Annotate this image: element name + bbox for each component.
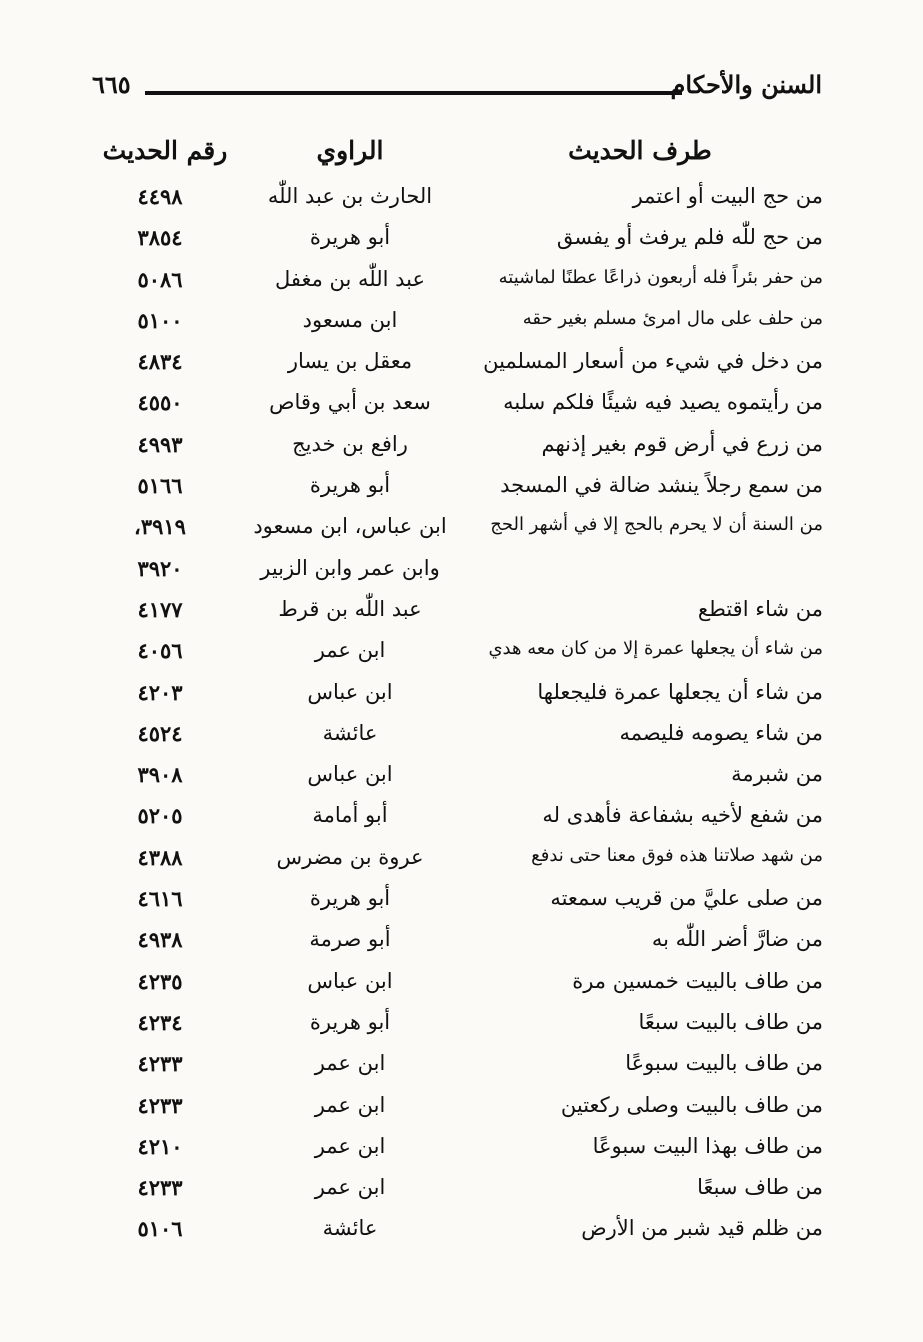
table-row (0, 758, 923, 799)
column-header-narrator: الراوي (316, 136, 384, 165)
narrator-name: ابن مسعود (302, 307, 398, 332)
hadith-number: ٤٠٥٦ (137, 638, 183, 664)
table-row (0, 965, 923, 1006)
narrator-name: أبو صرمة (309, 927, 391, 952)
table-row (0, 1130, 923, 1171)
hadith-text: من شاء أن يجعلها عمرة فليجعلها (537, 679, 823, 704)
table-row (0, 180, 923, 221)
running-header (92, 70, 830, 110)
hadith-number: ٥١٠٠ (137, 307, 183, 333)
book-title: السنن والأحكام (670, 70, 822, 99)
page-number: ٦٦٥ (92, 70, 131, 99)
narrator-name: ابن عمر (314, 638, 386, 663)
hadith-text: من حفر بئراً فله أربعون ذراعًا عطنًا لماشيته (498, 266, 823, 288)
narrator-name: ابن عباس (307, 762, 393, 787)
hadith-text: من دخل في شيء من أسعار المسلمين (483, 349, 823, 374)
narrator-name: عبد اللّٰه بن مغفل (274, 266, 426, 291)
hadith-text: من سمع رجلاً ينشد ضالة في المسجد (500, 473, 823, 498)
table-row (0, 1212, 923, 1253)
narrator-name: أبو هريرة (309, 473, 391, 498)
narrator-name: معقل بن يسار (287, 349, 413, 374)
hadith-number: ٣٩٠٨ (137, 762, 183, 788)
hadith-number: ٤٢٣٥ (137, 968, 183, 994)
hadith-text: من طاف بالبيت خمسين مرة (572, 968, 823, 993)
hadith-text: من طاف سبعًا (697, 1175, 823, 1200)
narrator-name: ابن عباس (307, 679, 393, 704)
narrator-name: ابن عمر (314, 1051, 386, 1076)
narrator-name: أبو هريرة (309, 225, 391, 250)
table-row (0, 1047, 923, 1088)
hadith-text: من طاف بالبيت سبوعًا (625, 1051, 823, 1076)
hadith-number: ٤٢٠٣ (137, 679, 183, 705)
table-row (0, 841, 923, 882)
narrator-name: سعد بن أبي وقاص (269, 390, 431, 415)
narrator-name: ابن عمر (314, 1133, 386, 1158)
narrator-name: ابن عمر (314, 1092, 386, 1117)
table-row (0, 1006, 923, 1047)
hadith-text: من شاء اقتطع (697, 596, 823, 621)
column-headers (0, 136, 923, 176)
hadith-number: ٤٣٨٨ (137, 844, 183, 870)
table-row (0, 345, 923, 386)
hadith-text: من طاف بهذا البيت سبوعًا (592, 1133, 823, 1158)
hadith-text: من حج البيت أو اعتمر (632, 184, 823, 208)
table-row (0, 428, 923, 469)
hadith-text: من زرع في أرض قوم بغير إذنهم (541, 431, 823, 456)
narrator-name: ابن عمر (314, 1175, 386, 1200)
narrator-name: عروة بن مضرس (276, 844, 424, 869)
table-row (0, 263, 923, 304)
hadith-number: ٤٨٣٤ (137, 349, 183, 375)
hadith-text: من حج للّٰه فلم يرفث أو يفسق (556, 225, 823, 250)
hadith-number: ٤٩٩٣ (137, 431, 183, 457)
narrator-name: وابن عمر وابن الزبير (260, 555, 440, 580)
hadith-number: ٣٩١٩، (134, 514, 186, 540)
table-row (0, 469, 923, 510)
hadith-number: ٣٩٢٠ (137, 555, 183, 581)
table-row (0, 1089, 923, 1130)
table-row (0, 634, 923, 675)
hadith-text: من شاء يصومه فليصمه (619, 720, 823, 745)
column-header-hadith: طرف الحديث (568, 136, 712, 165)
table-row (0, 552, 923, 593)
hadith-number: ٥١٠٦ (137, 1216, 183, 1242)
table-row (0, 304, 923, 345)
narrator-name: عبد اللّٰه بن قرط (278, 596, 422, 621)
hadith-text: من ضارَّ أضر اللّٰه به (651, 927, 823, 952)
hadith-number: ٤٢١٠ (137, 1133, 183, 1159)
narrator-name: عائشة (322, 1216, 378, 1241)
table-row (0, 676, 923, 717)
table-row (0, 593, 923, 634)
column-header-number: رقم الحديث (102, 136, 228, 165)
narrator-name: أبو أمامة (312, 803, 388, 828)
hadith-text: من شاء أن يجعلها عمرة إلا من كان معه هدي (488, 638, 823, 660)
hadith-text: من طاف بالبيت سبعًا (638, 1009, 823, 1034)
narrator-name: الحارث بن عبد اللّٰه (267, 184, 433, 208)
narrator-name: ابن عباس (307, 968, 393, 993)
table-row (0, 882, 923, 923)
hadith-text: من حلف على مال امرئ مسلم بغير حقه (522, 307, 823, 329)
hadith-text: من شبرمة (731, 762, 823, 787)
hadith-text: من السنة أن لا يحرم بالحج إلا في أشهر الحج (490, 514, 823, 536)
hadith-text: من رأيتموه يصيد فيه شيئًا فلكم سلبه (503, 390, 823, 415)
hadith-number: ٤٥٥٠ (137, 390, 183, 416)
narrator-name: أبو هريرة (309, 1009, 391, 1034)
table-row (0, 221, 923, 262)
hadith-text: من شهد صلاتنا هذه فوق معنا حتى ندفع (531, 844, 823, 866)
table-row (0, 717, 923, 758)
hadith-number: ٤٢٣٣ (137, 1051, 183, 1077)
table-row (0, 1171, 923, 1212)
table-row (0, 923, 923, 964)
narrator-name: أبو هريرة (309, 886, 391, 911)
hadith-text: من ظلم قيد شبر من الأرض (581, 1216, 823, 1241)
header-rule (145, 91, 682, 95)
hadith-number: ٤٦١٦ (137, 886, 183, 912)
hadith-index-table (0, 180, 923, 1254)
hadith-number: ٤٤٩٨ (137, 184, 183, 209)
hadith-text: من صلى عليَّ من قريب سمعته (550, 886, 823, 911)
hadith-number: ٤٢٣٣ (137, 1092, 183, 1118)
hadith-number: ٥٠٨٦ (137, 266, 183, 292)
hadith-text: من شفع لأخيه بشفاعة فأهدى له (542, 803, 823, 828)
hadith-number: ٤١٧٧ (137, 596, 183, 622)
table-row (0, 799, 923, 840)
hadith-number: ٥١٦٦ (137, 473, 183, 499)
hadith-number: ٣٨٥٤ (137, 225, 183, 251)
narrator-name: رافع بن خديج (292, 431, 408, 456)
table-row (0, 386, 923, 427)
narrator-name: ابن عباس، ابن مسعود (253, 514, 447, 539)
hadith-number: ٥٢٠٥ (137, 803, 183, 829)
hadith-text: من طاف بالبيت وصلى ركعتين (560, 1092, 823, 1117)
hadith-number: ٤٢٣٤ (137, 1009, 183, 1035)
hadith-number: ٤٢٣٣ (137, 1175, 183, 1201)
hadith-number: ٤٥٢٤ (137, 720, 183, 746)
hadith-number: ٤٩٣٨ (137, 927, 183, 953)
narrator-name: عائشة (322, 720, 378, 745)
table-row (0, 510, 923, 551)
